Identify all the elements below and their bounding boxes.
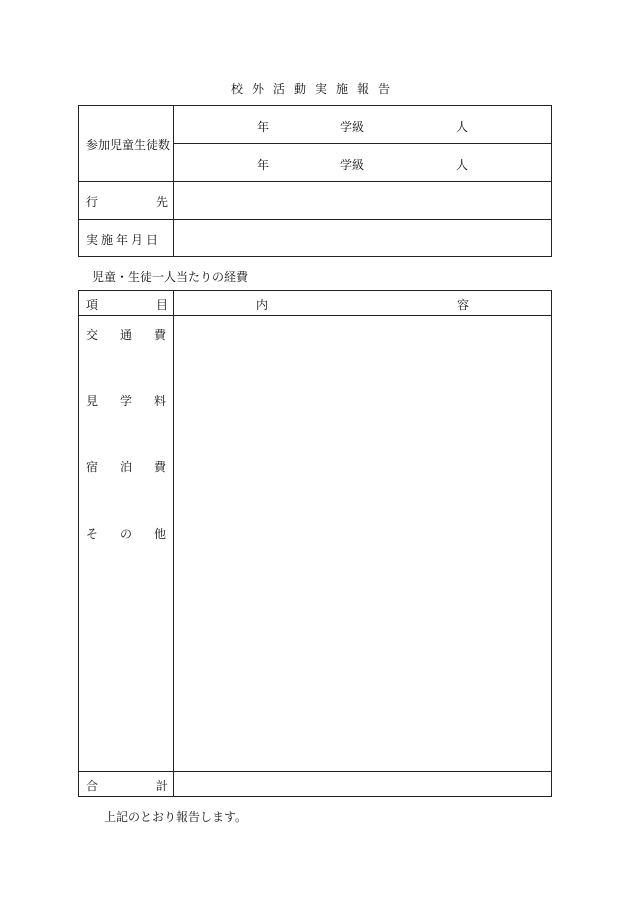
row1-class: 学級 (340, 120, 365, 134)
row1-people: 人 (456, 120, 469, 134)
item-admission: 見学料 (86, 394, 189, 408)
row1-grade: 年 (257, 120, 270, 134)
destination-label: 行 先 (86, 195, 168, 209)
total-label: 合 計 (86, 779, 168, 793)
participants-label: 参加児童生徒数 (86, 138, 171, 152)
closing-statement: 上記のとおり報告します。 (104, 810, 248, 824)
row2-class: 学級 (340, 158, 365, 172)
date-value[interactable] (174, 220, 551, 256)
row2-grade: 年 (257, 158, 270, 172)
col-content-header: 内 容 (256, 298, 471, 312)
item-transport: 交通費 (86, 328, 189, 342)
total-value[interactable] (174, 772, 551, 796)
document-title: 校外活動実施報告 (230, 82, 399, 96)
item-lodging: 宿泊費 (86, 460, 189, 474)
destination-value[interactable] (174, 182, 551, 218)
date-label: 実施年月日 (86, 233, 162, 247)
col-item-header: 項 目 (86, 298, 168, 312)
item-other: その他 (86, 527, 189, 541)
expense-heading: 児童・生徒一人当たりの経費 (92, 270, 249, 284)
row2-people: 人 (456, 158, 469, 172)
expense-content-area[interactable] (174, 316, 551, 770)
